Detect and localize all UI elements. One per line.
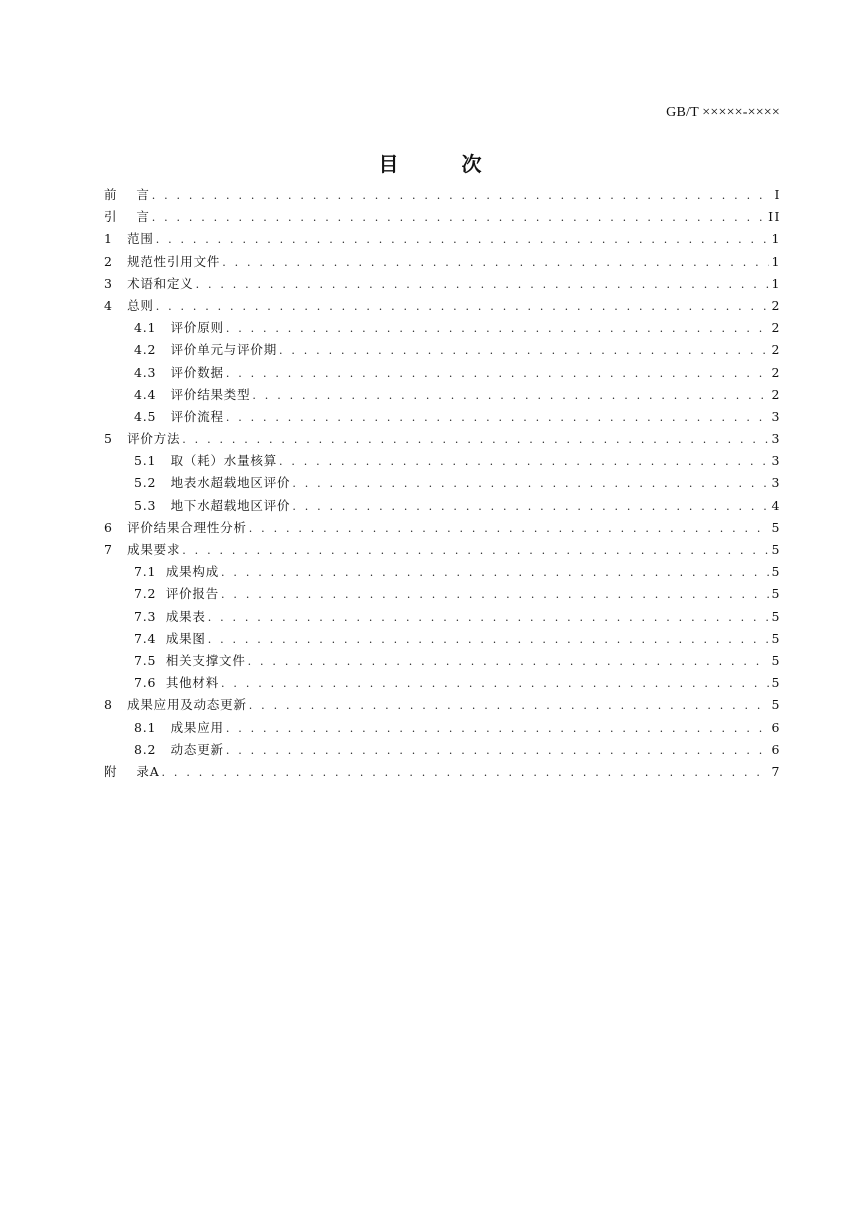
toc-title: 目 次 xyxy=(378,152,510,176)
toc-entry-page-number: 6 xyxy=(771,719,781,735)
toc-entry-page-number: 3 xyxy=(771,453,781,469)
toc-entry-label: 5.1 取（耗）水量核算 xyxy=(134,453,277,469)
toc-entry-label: 8.2 动态更新 xyxy=(134,741,224,757)
toc-entry-page-number: 6 xyxy=(771,741,781,757)
toc-entry[interactable] xyxy=(104,650,781,672)
toc-entry[interactable] xyxy=(104,472,781,494)
toc-dot-leader xyxy=(182,540,769,562)
toc-entry-label: 4.4 评价结果类型 xyxy=(134,386,251,402)
toc-entry[interactable] xyxy=(104,672,781,694)
toc-dot-leader xyxy=(292,496,769,518)
toc-entry-page-number: 5 xyxy=(771,652,781,668)
toc-entry-label: 5 评价方法 xyxy=(104,431,181,447)
toc-dot-leader xyxy=(156,296,769,318)
toc-entry[interactable] xyxy=(104,583,781,605)
toc-dot-leader xyxy=(252,385,769,407)
toc-entry[interactable] xyxy=(104,717,781,739)
toc-entry[interactable] xyxy=(104,495,781,517)
toc-entry-label: 7.3 成果表 xyxy=(134,608,206,624)
toc-entry-page-number: 5 xyxy=(771,675,781,691)
toc-dot-leader xyxy=(279,340,769,362)
toc-entry[interactable] xyxy=(104,184,781,206)
toc-entry[interactable] xyxy=(104,739,781,761)
toc-entry[interactable] xyxy=(104,628,781,650)
toc-entry-label: 1 范围 xyxy=(104,231,154,247)
toc-entry-page-number: 2 xyxy=(771,342,781,358)
toc-entry-page-number: 4 xyxy=(771,497,781,513)
toc-entry-page-number: 1 xyxy=(771,275,781,291)
toc-entry-label: 4 总则 xyxy=(104,297,154,313)
toc-entry[interactable] xyxy=(104,428,781,450)
toc-entry-label: 4.3 评价数据 xyxy=(134,364,224,380)
toc-entry-page-number: 5 xyxy=(771,519,781,535)
standard-code: GB/T ×××××-×××× xyxy=(666,105,780,120)
toc-entry-label: 7.1 成果构成 xyxy=(134,564,220,580)
toc-dot-leader xyxy=(221,584,769,606)
toc-entry[interactable] xyxy=(104,295,781,317)
toc-entry-page-number: 5 xyxy=(771,630,781,646)
toc-entry-label: 3 术语和定义 xyxy=(104,275,194,291)
toc-entry-label: 8.1 成果应用 xyxy=(134,719,224,735)
toc-entry[interactable] xyxy=(104,273,781,295)
toc-dot-leader xyxy=(208,607,769,629)
toc-entry-label: 5.2 地表水超载地区评价 xyxy=(134,475,291,491)
toc-entry-page-number: 2 xyxy=(771,364,781,380)
toc-entry-label: 附 录A xyxy=(104,763,160,779)
toc-entry-label: 4.5 评价流程 xyxy=(134,408,224,424)
toc-entry-label: 5.3 地下水超载地区评价 xyxy=(134,497,291,513)
toc-entry-label: 前 言 xyxy=(104,187,150,202)
toc-dot-leader xyxy=(208,629,769,651)
toc-entry[interactable] xyxy=(104,517,781,539)
toc-entry-page-number: I xyxy=(774,187,781,202)
toc-entry-label: 引 言 xyxy=(104,209,150,225)
toc-dot-leader xyxy=(249,518,769,540)
toc-dot-leader xyxy=(292,473,769,495)
toc-dot-leader xyxy=(226,407,769,429)
toc-dot-leader xyxy=(152,185,769,207)
toc-entry-page-number: 5 xyxy=(771,697,781,713)
toc-entry-label: 8 成果应用及动态更新 xyxy=(104,697,247,713)
toc-entry[interactable] xyxy=(104,362,781,384)
toc-entry-label: 2 规范性引用文件 xyxy=(104,253,221,269)
toc-entry-page-number: 5 xyxy=(771,586,781,602)
toc-entry[interactable] xyxy=(104,606,781,628)
toc-entry-label: 4.1 评价原则 xyxy=(134,320,224,336)
table-of-contents xyxy=(104,184,781,783)
toc-entry-label: 6 评价结果合理性分析 xyxy=(104,519,247,535)
toc-entry-label: 7.5 相关支撑文件 xyxy=(134,652,246,668)
toc-dot-leader xyxy=(226,363,769,385)
toc-dot-leader xyxy=(196,274,769,296)
toc-entry-page-number: 2 xyxy=(771,320,781,336)
toc-dot-leader xyxy=(156,229,769,251)
toc-dot-leader xyxy=(249,695,769,717)
toc-entry[interactable] xyxy=(104,539,781,561)
toc-entry[interactable] xyxy=(104,251,781,273)
toc-dot-leader xyxy=(222,252,769,274)
toc-dot-leader xyxy=(248,651,769,673)
toc-entry[interactable] xyxy=(104,694,781,716)
toc-entry[interactable] xyxy=(104,228,781,250)
toc-entry[interactable] xyxy=(104,206,781,228)
toc-entry[interactable] xyxy=(104,406,781,428)
toc-entry[interactable] xyxy=(104,317,781,339)
toc-entry-page-number: 3 xyxy=(771,431,781,447)
toc-entry-page-number: 2 xyxy=(771,386,781,402)
toc-dot-leader xyxy=(221,562,769,584)
toc-dot-leader xyxy=(162,762,769,784)
toc-entry-page-number: 1 xyxy=(771,253,781,269)
toc-entry[interactable] xyxy=(104,450,781,472)
toc-entry-page-number: 3 xyxy=(771,475,781,491)
toc-entry-label: 4.2 评价单元与评价期 xyxy=(134,342,277,358)
toc-dot-leader xyxy=(152,207,766,229)
toc-entry[interactable] xyxy=(104,761,781,783)
toc-entry-page-number: 5 xyxy=(771,564,781,580)
toc-dot-leader xyxy=(226,740,769,762)
toc-dot-leader xyxy=(182,429,769,451)
toc-entry-page-number: 2 xyxy=(771,297,781,313)
toc-dot-leader xyxy=(279,451,769,473)
toc-entry[interactable] xyxy=(104,384,781,406)
toc-entry-page-number: 7 xyxy=(771,763,781,779)
toc-entry-label: 7.2 评价报告 xyxy=(134,586,220,602)
toc-entry[interactable] xyxy=(104,339,781,361)
toc-dot-leader xyxy=(221,673,769,695)
toc-dot-leader xyxy=(226,318,769,340)
toc-entry-label: 7.4 成果图 xyxy=(134,630,206,646)
toc-entry-page-number: 1 xyxy=(771,231,781,247)
toc-entry-label: 7 成果要求 xyxy=(104,542,181,557)
toc-entry-page-number: 5 xyxy=(771,542,781,557)
toc-entry-page-number: II xyxy=(768,209,781,225)
toc-entry[interactable] xyxy=(104,561,781,583)
toc-entry-label: 7.6 其他材料 xyxy=(134,675,220,691)
toc-entry-page-number: 3 xyxy=(771,408,781,424)
toc-dot-leader xyxy=(226,718,769,740)
toc-entry-page-number: 5 xyxy=(771,608,781,624)
